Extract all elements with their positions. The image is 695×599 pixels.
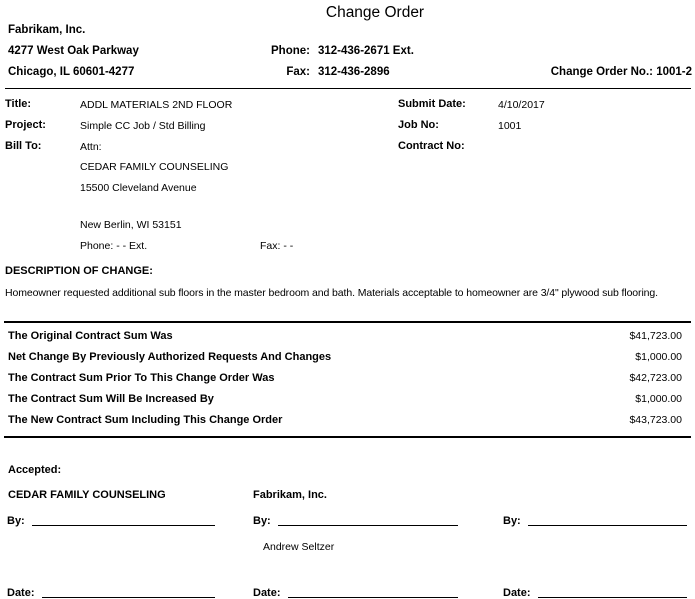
- accepted-label: Accepted:: [8, 464, 62, 476]
- date-field-contractor: [253, 585, 458, 599]
- sum-row: [8, 372, 682, 384]
- bill-to-fax: Fax: - -: [260, 240, 294, 252]
- sum-row-amount: $42,723.00: [629, 372, 682, 384]
- sum-row-amount: $43,723.00: [629, 414, 682, 426]
- bill-to-phone: Phone: - - Ext.: [80, 240, 148, 252]
- company-name: Fabrikam, Inc.: [8, 24, 86, 36]
- sum-row-amount: $1,000.00: [635, 351, 682, 363]
- sums-divider-bottom: [4, 436, 691, 438]
- bill-to-label: Bill To:: [5, 140, 42, 152]
- sum-row-label: The Contract Sum Will Be Increased By: [8, 393, 214, 405]
- document-title: Change Order: [325, 4, 425, 21]
- sums-divider-top: [4, 321, 691, 323]
- signature-line: [42, 596, 215, 598]
- sum-row: [8, 330, 682, 342]
- date-field-third: [503, 585, 687, 599]
- sum-row: [8, 393, 682, 405]
- contract-no-label: Contract No:: [398, 140, 465, 152]
- signature-line: [528, 524, 687, 526]
- by-label: By:: [253, 515, 271, 527]
- date-field-customer: [7, 585, 215, 599]
- sum-row-label: The New Contract Sum Including This Change Order: [8, 414, 283, 426]
- bill-to-city: New Berlin, WI 53151: [80, 219, 182, 231]
- submit-date-label: Submit Date:: [398, 98, 466, 110]
- job-no-label: Job No:: [398, 119, 439, 131]
- by-label: By:: [503, 515, 521, 527]
- bill-to-attn: Attn:: [80, 141, 102, 153]
- date-label: Date:: [253, 587, 281, 599]
- description-heading: DESCRIPTION OF CHANGE:: [5, 265, 153, 277]
- sum-row-label: Net Change By Previously Authorized Requests And Changes: [8, 351, 332, 363]
- change-order-no-label: Change Order No.:: [550, 66, 653, 78]
- change-order-number: [551, 66, 692, 78]
- sum-row-label: The Contract Sum Prior To This Change Order Was: [8, 372, 275, 384]
- signature-line: [538, 596, 687, 598]
- company-address-line1: 4277 West Oak Parkway: [8, 45, 139, 57]
- title-label: Title:: [5, 98, 32, 110]
- signature-line: [288, 596, 458, 598]
- contractor-name: Fabrikam, Inc.: [253, 489, 327, 501]
- fax-value: 312-436-2896: [318, 66, 390, 78]
- header-divider: [5, 88, 691, 89]
- by-label: By:: [7, 515, 25, 527]
- signature-line: [278, 524, 458, 526]
- signer-name: Andrew Seltzer: [263, 541, 335, 553]
- by-field-third: [503, 513, 687, 527]
- sum-row-amount: $41,723.00: [629, 330, 682, 342]
- project-label: Project:: [5, 119, 46, 131]
- date-label: Date:: [7, 587, 35, 599]
- by-field-customer: [7, 513, 215, 527]
- phone-value: 312-436-2671 Ext.: [318, 45, 414, 57]
- company-address-line2: Chicago, IL 60601-4277: [8, 66, 135, 78]
- customer-name: CEDAR FAMILY COUNSELING: [8, 489, 166, 501]
- job-no-value: 1001: [498, 120, 522, 132]
- submit-date-value: 4/10/2017: [498, 99, 545, 111]
- signature-line: [32, 524, 215, 526]
- project-value: Simple CC Job / Std Billing: [80, 120, 206, 132]
- by-field-contractor: [253, 513, 458, 527]
- description-text: Homeowner requested additional sub floors in the master bedroom and bath. Materials acceptable to homeowner are 3/4" plywood sub flooring.: [5, 287, 658, 299]
- bill-to-street: 15500 Cleveland Avenue: [80, 182, 197, 194]
- sum-row: [8, 414, 682, 426]
- date-label: Date:: [503, 587, 531, 599]
- change-order-no-value: 1001-2: [656, 66, 692, 78]
- title-value: ADDL MATERIALS 2ND FLOOR: [80, 99, 233, 111]
- sum-row: [8, 351, 682, 363]
- fax-label: Fax:: [286, 66, 310, 78]
- sum-row-amount: $1,000.00: [635, 393, 682, 405]
- bill-to-name: CEDAR FAMILY COUNSELING: [80, 161, 229, 173]
- phone-label: Phone:: [271, 45, 310, 57]
- sum-row-label: The Original Contract Sum Was: [8, 330, 173, 342]
